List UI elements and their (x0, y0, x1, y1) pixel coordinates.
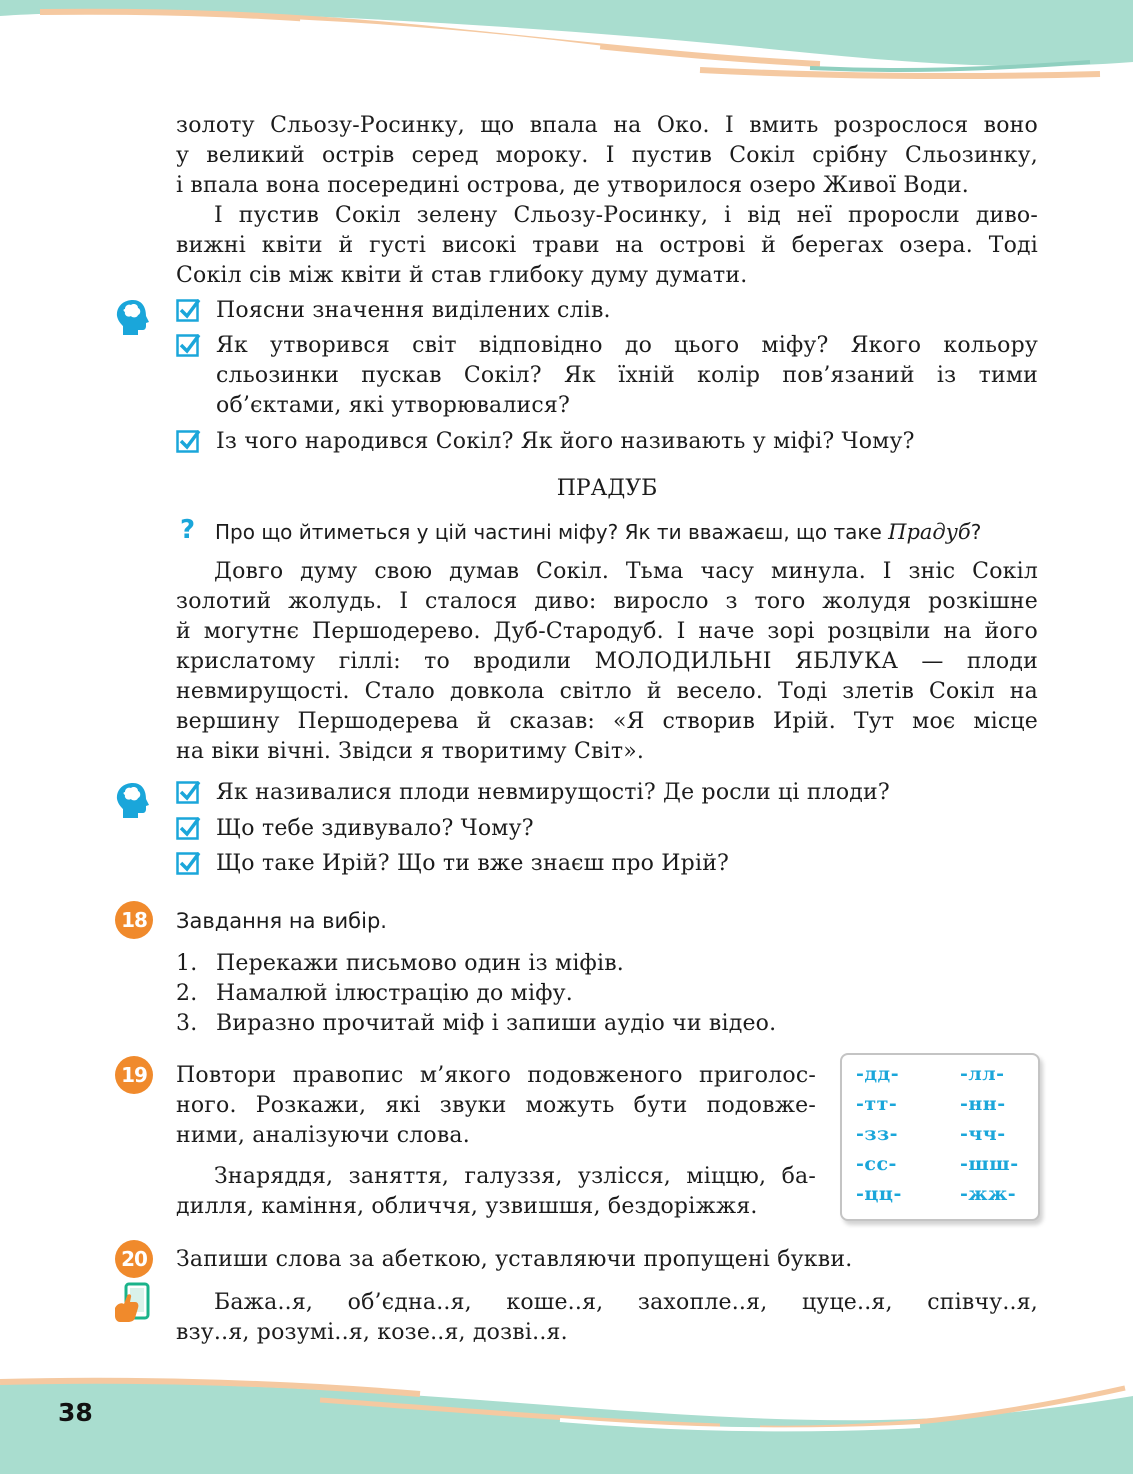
head-bubble-icon (113, 780, 151, 820)
task-number-badge: 18 (115, 901, 153, 939)
item-text: Намалюй ілюстрацію до міфу. (216, 981, 573, 1006)
checkbox-icon (176, 332, 201, 357)
question-mark-icon: ? (180, 515, 196, 545)
checkbox-icon (176, 815, 201, 840)
box-left-1: -дд- (856, 1063, 900, 1085)
checkbox-icon (176, 297, 201, 322)
question-1-1: Поясни значення виділених слів. (216, 298, 611, 323)
item-text: Перекажи письмово один із міфів. (216, 951, 624, 976)
task-number-badge: 20 (115, 1240, 153, 1278)
task-19-words-1: Знаряддя, заняття, галуззя, узлісся, міццю, ба- (214, 1164, 816, 1189)
question-2-2: Що тебе здивувало? Чому? (216, 816, 534, 841)
head-bubble-icon (113, 297, 151, 337)
question-2-1: Як називалися плоди невмирущості? Де росли ці плоди? (216, 780, 890, 805)
task-18-item-2 (176, 979, 573, 1009)
question-1-3: Із чого народився Сокіл? Як його називають у міфі? Чому? (216, 429, 915, 454)
question-2-3: Що таке Ирій? Що ти вже знаєш про Ирій? (216, 851, 730, 876)
intro-line-3: і впала вона посередині острова, де утворилося озеро Живої Води. (176, 173, 969, 198)
section-prompt-text: Про що йтиметься у цій частині міфу? Як ти вважаєш, що таке (215, 520, 889, 544)
box-right-4: -шш- (960, 1153, 1019, 1175)
task-19-line-2: ного. Розкажи, які звуки можуть бути подовже- (176, 1093, 816, 1118)
task-20-words-1: Бажа..я, об’єдна..я, коше..я, захопле..я, цуце..я, співчу..я, (214, 1290, 1038, 1315)
story-line-5: невмирущості. Стало довкола світло й весело. Тоді злетів Сокіл на (176, 679, 1038, 704)
task-19-line-1: Повтори правопис м’якого подовженого приголос- (176, 1063, 816, 1088)
item-number: 2. (176, 981, 198, 1006)
box-left-2: -тт- (856, 1093, 898, 1115)
item-number: 1. (176, 951, 198, 976)
section-prompt-italic: Прадуб (888, 520, 971, 544)
story-line-2: золотий жолудь. І сталося диво: виросло з того жолудя розкішне (176, 589, 1038, 614)
story-line-4: крислатому гіллі: то вродили МОЛОДИЛЬНІ ЯБЛУКА — плоди (176, 649, 1038, 674)
section-prompt (215, 517, 981, 547)
intro-line-5: вижні квіти й густі високі трави на острові й берегах озера. Тоді (176, 233, 1038, 258)
task-18-title: Завдання на вибір. (176, 909, 387, 933)
intro-line-6: Сокіл сів між квіти й став глибоку думу думати. (176, 263, 748, 288)
task-19-line-3: ними, аналізуючи слова. (176, 1123, 470, 1148)
box-right-1: -лл- (960, 1063, 1005, 1085)
story-line-3: й могутнє Першодерево. Дуб-Стародуб. І наче зорі розцвіли на його (176, 619, 1038, 644)
checkbox-icon (176, 850, 201, 875)
question-1-2: Як утворився світ відповідно до цього міфу? Якого кольору сльозинки пускав Сокіл? Як їхній колір пов’язаний із тими об’єктами, які утворювалися? (216, 333, 1038, 418)
top-wave-decoration (0, 0, 1133, 90)
checkbox-icon (176, 428, 201, 453)
task-number-badge: 19 (115, 1056, 153, 1094)
tablet-hand-icon (113, 1282, 153, 1324)
box-left-3: -зз- (856, 1123, 899, 1145)
intro-line-1: золоту Сльозу-Росинку, що впала на Око. І вмить розрослося воно (176, 113, 1038, 138)
section-prompt-end: ? (970, 520, 982, 544)
item-number: 3. (176, 1011, 198, 1036)
checkbox-icon (176, 779, 201, 804)
task-18-item-1 (176, 949, 624, 979)
story-line-7: на віки вічні. Звідси я творитиму Світ». (176, 739, 645, 764)
bottom-wave-decoration (0, 1370, 1133, 1474)
task-19-words-2: дилля, каміння, обличчя, узвишшя, бездоріжжя. (176, 1194, 758, 1219)
story-line-1: Довго думу свою думав Сокіл. Тьма часу минула. І зніс Сокіл (214, 559, 1038, 584)
box-left-5: -цц- (856, 1183, 902, 1205)
box-right-3: -чч- (960, 1123, 1006, 1145)
item-text: Виразно прочитай міф і запиши аудіо чи відео. (216, 1011, 777, 1036)
task-20-title: Запиши слова за абеткою, уставляючи пропущені букви. (176, 1247, 853, 1272)
task-20-words-2: взу..я, розумі..я, козе..я, дозві..я. (176, 1320, 568, 1345)
box-right-2: -нн- (960, 1093, 1006, 1115)
intro-line-4: І пустив Сокіл зелену Сльозу-Росинку, і від неї проросли диво- (214, 203, 1038, 228)
story-line-6: вершину Першодерева й сказав: «Я створив Ирій. Тут моє місце (176, 709, 1038, 734)
box-right-5: -жж- (960, 1183, 1017, 1205)
task-18-item-3 (176, 1009, 776, 1039)
page-number: 38 (58, 1398, 93, 1427)
box-left-4: -сс- (856, 1153, 897, 1175)
double-consonants-box (840, 1053, 1040, 1221)
section-title: ПРАДУБ (556, 476, 658, 501)
intro-line-2: у великий острів серед мороку. І пустив Сокіл срібну Сльозинку, (176, 143, 1038, 168)
